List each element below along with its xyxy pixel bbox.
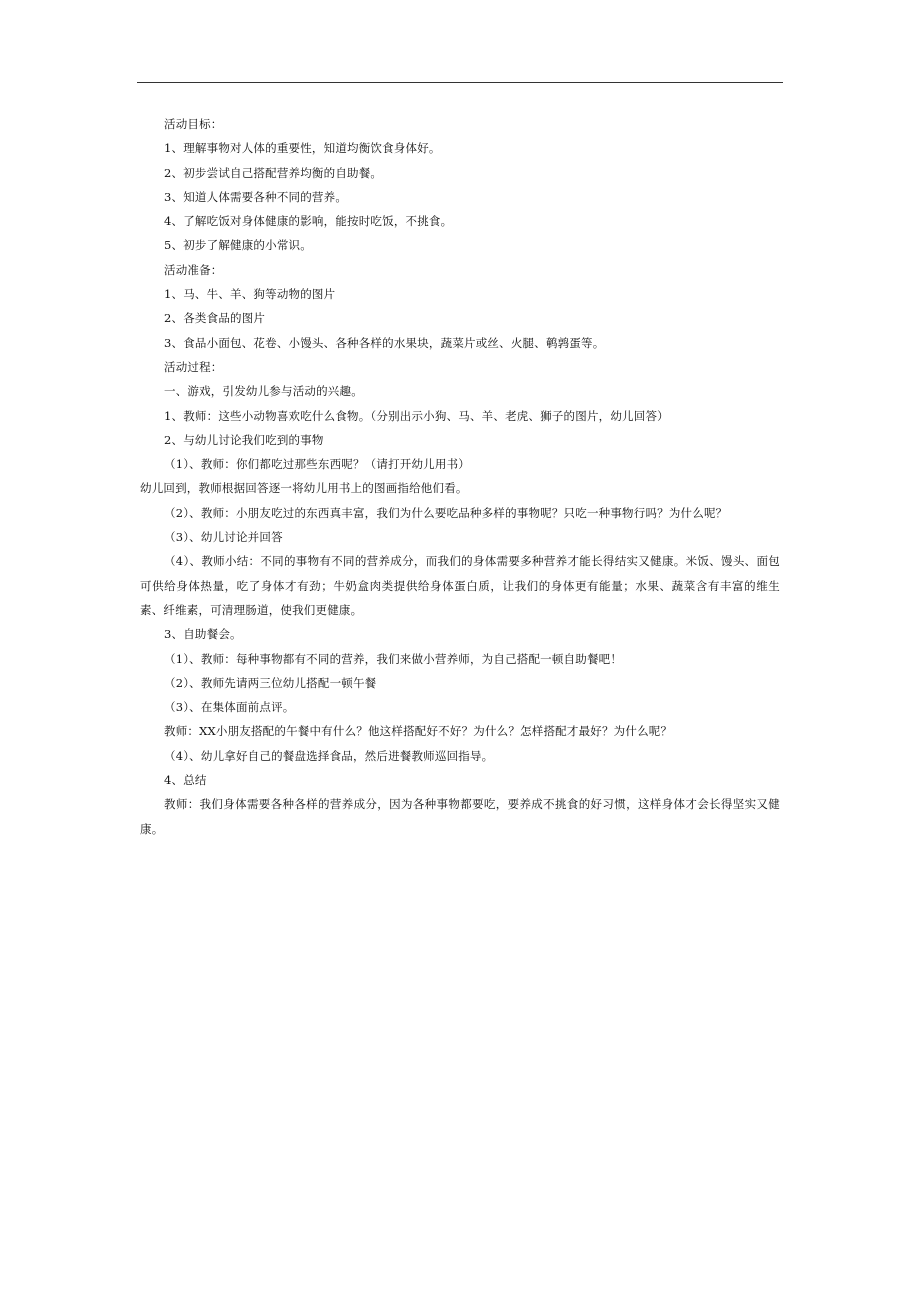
text-line: 幼儿回到，教师根据回答逐一将幼儿用书上的图画指给他们看。 <box>140 481 468 496</box>
text-line: （2）、教师先请两三位幼儿搭配一顿午餐 <box>164 675 377 690</box>
text-line: 2、各类食品的图片 <box>164 311 266 326</box>
text-line: 4、了解吃饭对身体健康的影响，能按时吃饭，不挑食。 <box>164 214 453 229</box>
header-rule <box>137 82 783 83</box>
text-line: 3、知道人体需要各种不同的营养。 <box>164 189 348 204</box>
text-line: 2、与幼儿讨论我们吃到的事物 <box>164 432 324 447</box>
text-line: 活动过程： <box>164 359 223 374</box>
text-line: 活动准备： <box>164 262 223 277</box>
text-line: 2、初步尝试自己搭配营养均衡的自助餐。 <box>164 165 383 180</box>
text-line: （1）、教师：每种事物都有不同的营养，我们来做小营养师，为自己搭配一顿自助餐吧！ <box>164 651 623 666</box>
text-line: （2）、教师：小朋友吃过的东西真丰富，我们为什么要吃品种多样的事物呢？只吃一种事物行吗？为什么呢？ <box>164 505 728 520</box>
text-line: 教师：XX小朋友搭配的午餐中有什么？他这样搭配好不好？为什么？怎样搭配才最好？为什么呢？ <box>164 724 673 739</box>
text-line: 一、游戏，引发幼儿参与活动的兴趣。 <box>164 384 363 399</box>
conclusion-paragraph: 教师：我们身体需要各种各样的营养成分，因为各种事物都要吃，要养成不挑食的好习惯，这样身体才会长得坚实又健康。 <box>140 797 780 836</box>
text-line: 5、初步了解健康的小常识。 <box>164 238 312 253</box>
text-line: （4）、幼儿拿好自己的餐盘选择食品，然后进餐教师巡回指导。 <box>164 748 494 763</box>
text-line: 活动目标： <box>164 117 223 131</box>
text-line: 1、马、牛、羊、狗等动物的图片 <box>164 287 336 302</box>
text-line: 4、总结 <box>164 773 207 788</box>
text-line: （3）、在集体面前点评。 <box>164 700 295 715</box>
text-line: 1、理解事物对人体的重要性，知道均衡饮食身体好。 <box>164 141 441 156</box>
text-line: 3、自助餐会。 <box>164 627 242 642</box>
text-line: （1）、教师：你们都吃过那些东西呢？（请打开幼儿用书） <box>164 457 470 472</box>
text-line: （3）、幼儿讨论并回答 <box>164 530 283 545</box>
text-line: 1、教师：这些小动物喜欢吃什么食物。（分别出示小狗、马、羊、老虎、狮子的图片，幼儿回答） <box>164 408 669 423</box>
summary-paragraph: （4）、教师小结：不同的事物有不同的营养成分，而我们的身体需要多种营养才能长得结实又健康。米饭、馒头、面包可供给身体热量，吃了身体才有劲；牛奶盒肉类提供给身体蛋白质，让我们的身体更有能量；水果、蔬菜含有丰富的维生素、纤维素，可清理肠道，使我们更健康。 <box>140 554 780 617</box>
text-line: 3、食品小面包、花卷、小馒头、各种各样的水果块，蔬菜片或丝、火腿、鹌鹑蛋等。 <box>164 335 605 350</box>
document-body <box>140 112 780 841</box>
